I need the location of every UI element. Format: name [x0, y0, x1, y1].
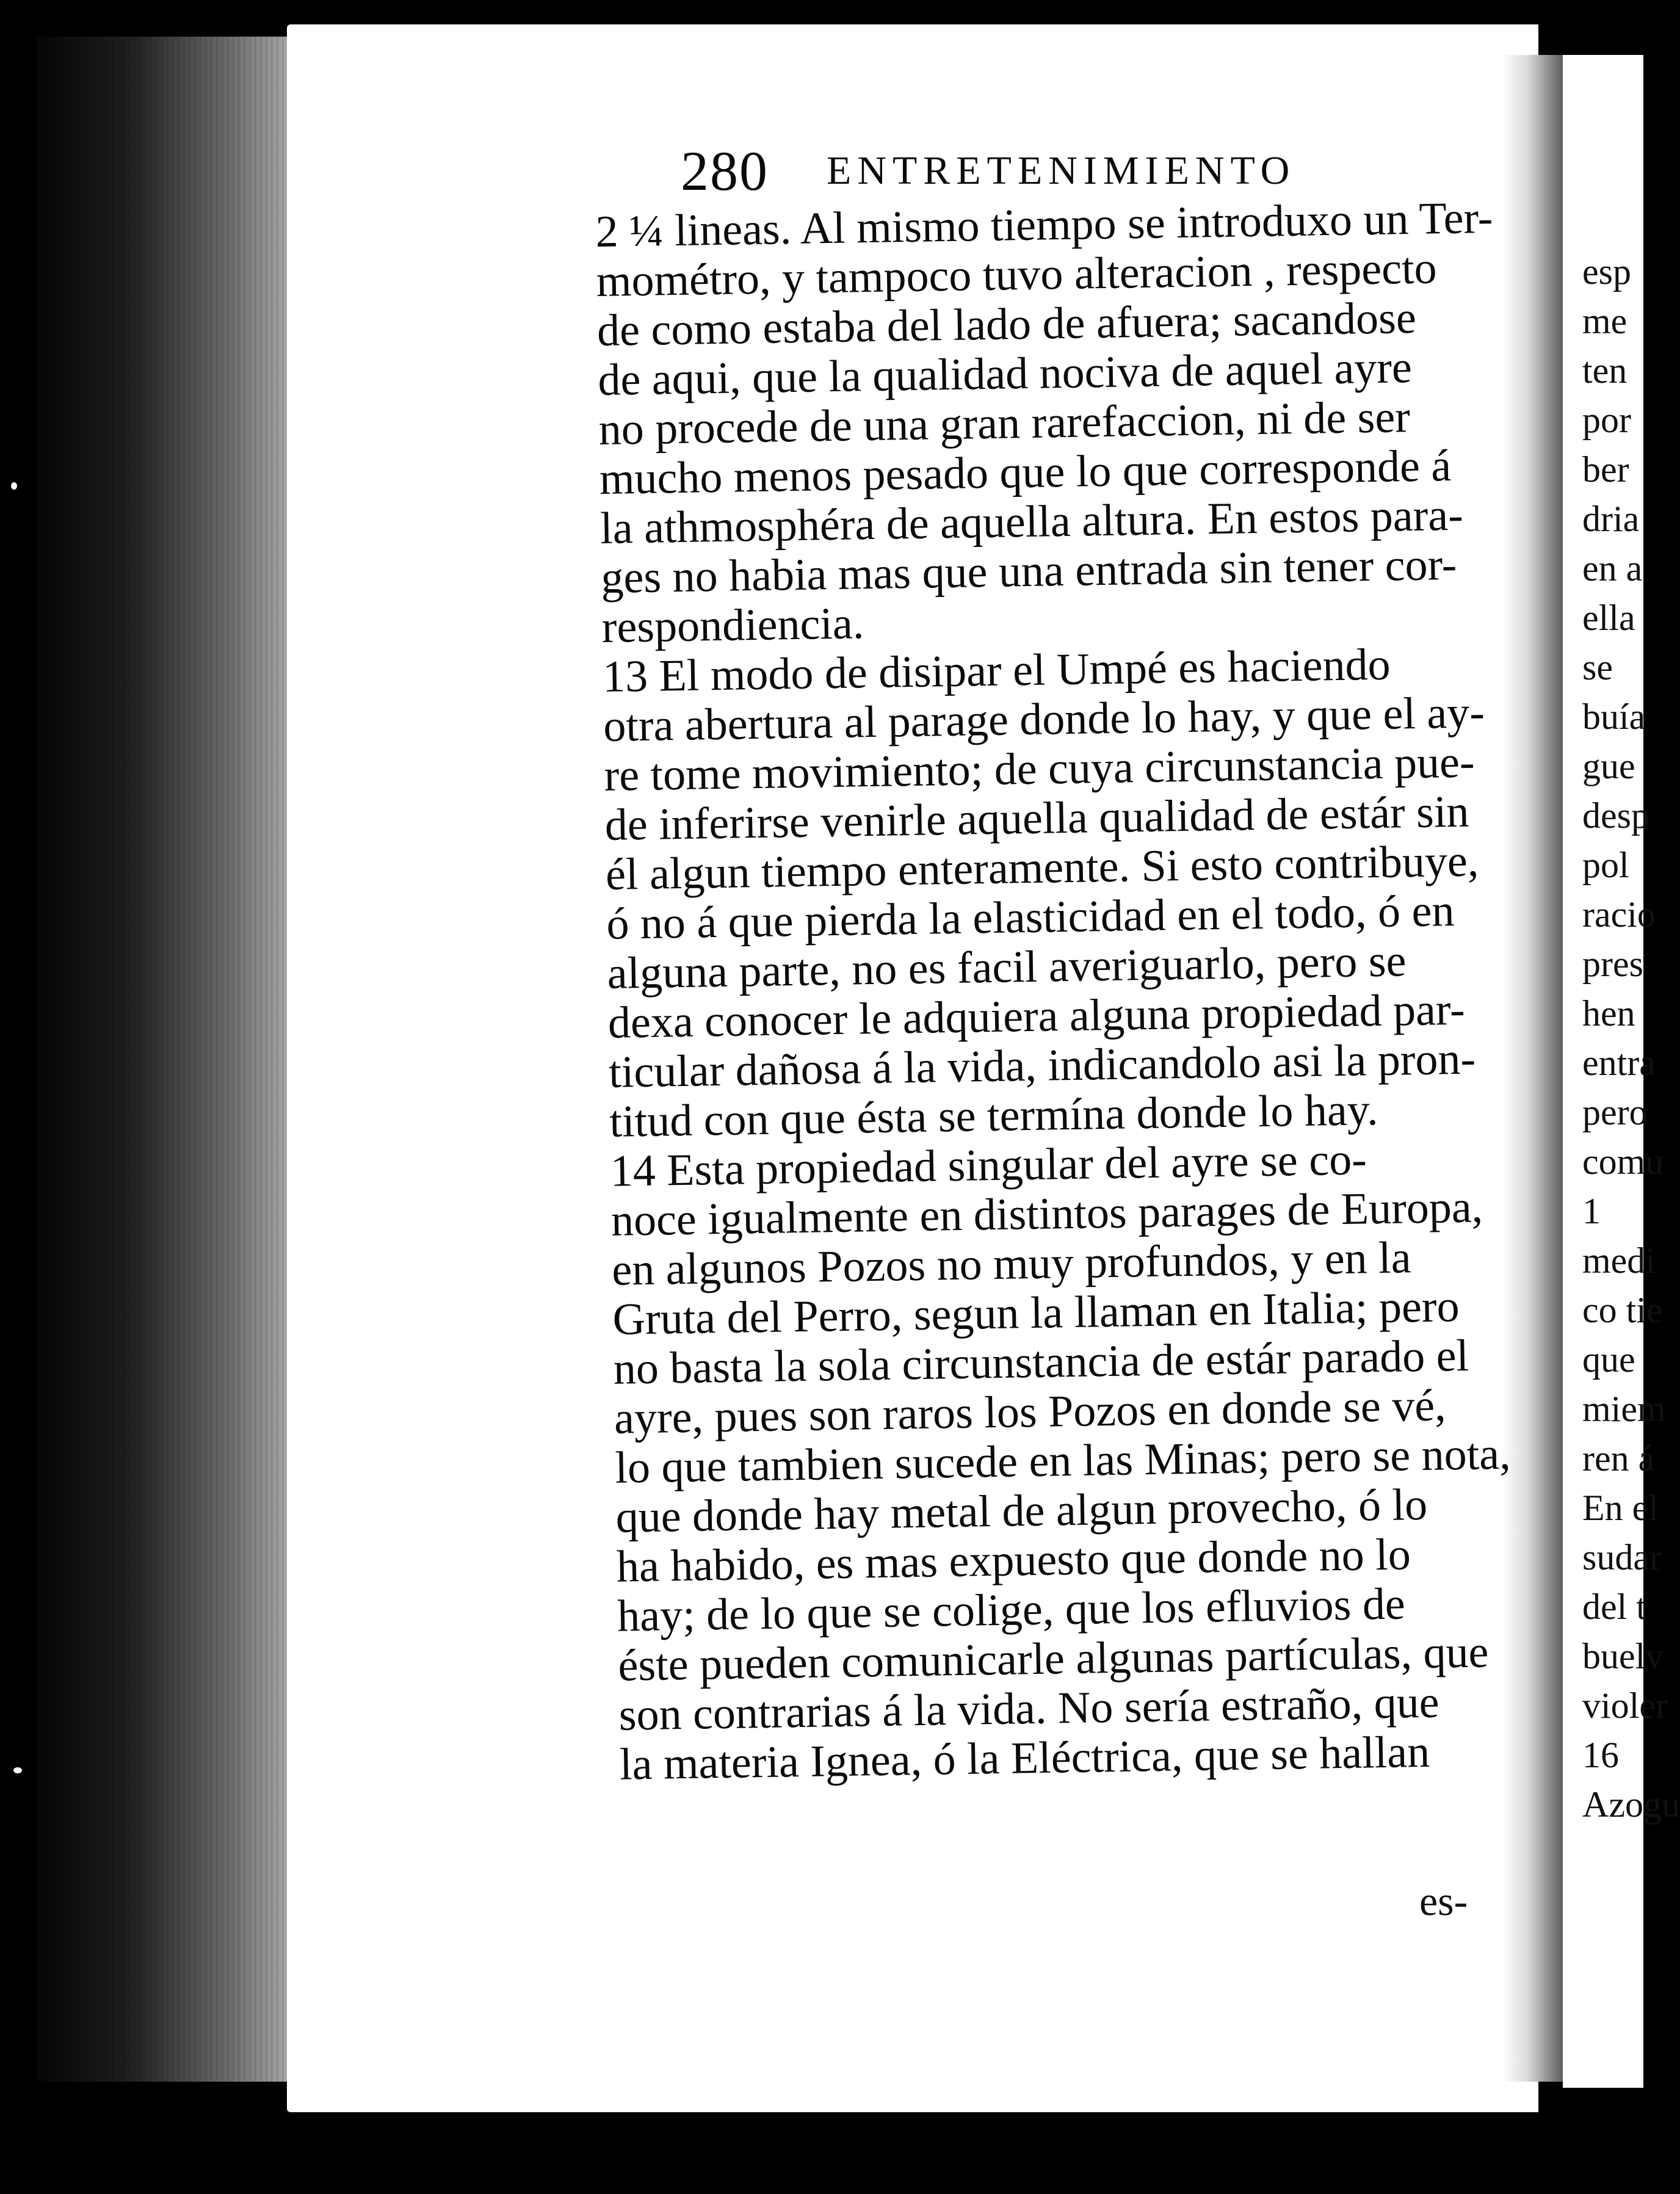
- facing-text-fragment: ren á: [1582, 1438, 1655, 1479]
- text-line: otra abertura al parage donde lo hay, y que el ay-: [603, 687, 1485, 751]
- text-line: mométro, y tampoco tuvo alteracion , respecto: [596, 243, 1438, 306]
- facing-text-fragment: buelv: [1582, 1636, 1664, 1676]
- facing-text-fragment: ten: [1582, 350, 1628, 391]
- facing-text-fragment: del t: [1582, 1587, 1646, 1627]
- page-number: 280: [681, 140, 769, 202]
- text-line: lo que tambien sucede en las Minas; pero se nota,: [614, 1428, 1512, 1493]
- text-line: alguna parte, no es facil averiguarlo, pero se: [607, 936, 1407, 999]
- facing-text-fragment: que: [1582, 1339, 1635, 1380]
- text-line: la materia Ignea, ó la Eléctrica, que se hallan: [619, 1726, 1430, 1790]
- text-line: respondiencia.: [601, 598, 864, 653]
- facing-text-fragment: comu: [1582, 1142, 1664, 1182]
- facing-text-fragment: entra: [1582, 1043, 1656, 1083]
- facing-text-fragment: pero: [1582, 1092, 1648, 1132]
- text-line: 2 ¼ lineas. Al mismo tiempo se introduxo un Ter-: [595, 192, 1493, 257]
- text-line: ó no á que pierda la elasticidad en el todo, ó en: [606, 886, 1455, 949]
- text-line: no procede de una gran rarefaccion, ni de ser: [598, 392, 1411, 455]
- text-line: dexa conocer le adquiera alguna propiedad par-: [607, 984, 1466, 1048]
- text-line: noce igualmente en distintos parages de Europa,: [610, 1182, 1483, 1246]
- text-line: 13 El modo de disipar el Umpé es haciendo: [602, 639, 1391, 702]
- facing-text-fragment: pres: [1582, 944, 1643, 984]
- facing-text-fragment: esp: [1582, 252, 1631, 292]
- text-line: de como estaba del lado de afuera; sacandose: [596, 292, 1417, 356]
- text-line: no basta la sola circunstancia de estár parado el: [613, 1330, 1469, 1394]
- facing-text-fragment: Azogu: [1582, 1784, 1680, 1825]
- facing-text-fragment: pol: [1582, 845, 1629, 885]
- text-line: ayre, pues son raros los Pozos en donde se vé,: [614, 1380, 1447, 1444]
- facing-text-fragment: violer: [1582, 1685, 1668, 1726]
- body-text: [595, 193, 1548, 1790]
- facing-text-fragment: medi: [1582, 1240, 1656, 1281]
- facing-text-fragment: sudar: [1582, 1537, 1662, 1577]
- text-line: Gruta del Perro, segun la llaman en Italia; pero: [612, 1281, 1460, 1345]
- facing-text-fragment: gue: [1582, 746, 1635, 786]
- text-line: en algunos Pozos no muy profundos, y en la: [611, 1233, 1412, 1295]
- text-line: mucho menos pesado que lo que corresponde á: [599, 441, 1452, 504]
- text-line: ha habido, es mas expuesto que donde no lo: [616, 1529, 1411, 1592]
- facing-text-fragment: me: [1582, 301, 1628, 341]
- facing-text-fragment: miem: [1582, 1389, 1666, 1429]
- facing-text-fragment: ella: [1582, 598, 1635, 638]
- facing-text-fragment: racio: [1582, 894, 1656, 935]
- text-line: la athmosphéra de aquella altura. En estos para-: [599, 490, 1464, 554]
- catchword: es-: [1419, 1878, 1468, 1924]
- text-line: ges no habia mas que una entrada sin tener cor-: [600, 539, 1457, 603]
- facing-text-fragment: 16: [1582, 1735, 1619, 1775]
- text-line: él algun tiempo enteramente. Si esto contribuye,: [605, 836, 1479, 900]
- facing-text-fragment: En el: [1582, 1488, 1659, 1528]
- facing-text-fragment: por: [1582, 400, 1631, 440]
- facing-text-fragment: dria: [1582, 499, 1640, 539]
- running-head: [681, 137, 1352, 205]
- text-line: de inferirse venirle aquella qualidad de estár sin: [604, 786, 1470, 850]
- dust-speck: [13, 1767, 22, 1773]
- facing-text-fragment: desp: [1582, 795, 1649, 836]
- text-line: éste pueden comunicarle algunas partículas, que: [617, 1627, 1489, 1691]
- facing-text-fragment: ber: [1582, 449, 1629, 490]
- text-line: re tome movimiento; de cuya circunstancia pue-: [603, 737, 1475, 801]
- text-line: 14 Esta propiedad singular del ayre se co-: [610, 1134, 1367, 1197]
- facing-text-fragment: se: [1582, 647, 1613, 687]
- text-line: de aqui, que la qualidad nociva de aquel ayre: [597, 342, 1413, 405]
- facing-text-fragment: hen: [1582, 993, 1635, 1034]
- facing-text-fragment: en a: [1582, 548, 1643, 588]
- dust-speck: [11, 482, 17, 490]
- text-line: hay; de lo que se colige, que los efluvios de: [617, 1579, 1406, 1642]
- facing-text-fragment: 1: [1582, 1191, 1601, 1231]
- text-line: titud con que ésta se termína donde lo hay.: [609, 1085, 1379, 1147]
- facing-text-fragment: buía: [1582, 697, 1646, 737]
- facing-page-text: [1582, 247, 1680, 1830]
- text-line: que donde hay metal de algun provecho, ó lo: [615, 1479, 1428, 1543]
- running-title: ENTRETENIMIENTO: [827, 148, 1296, 193]
- facing-text-fragment: co tie: [1582, 1290, 1663, 1330]
- text-line: ticular dañosa á la vida, indicandolo asi la pron-: [608, 1034, 1476, 1098]
- text-line: son contrarias á la vida. No sería estraño, que: [618, 1677, 1440, 1740]
